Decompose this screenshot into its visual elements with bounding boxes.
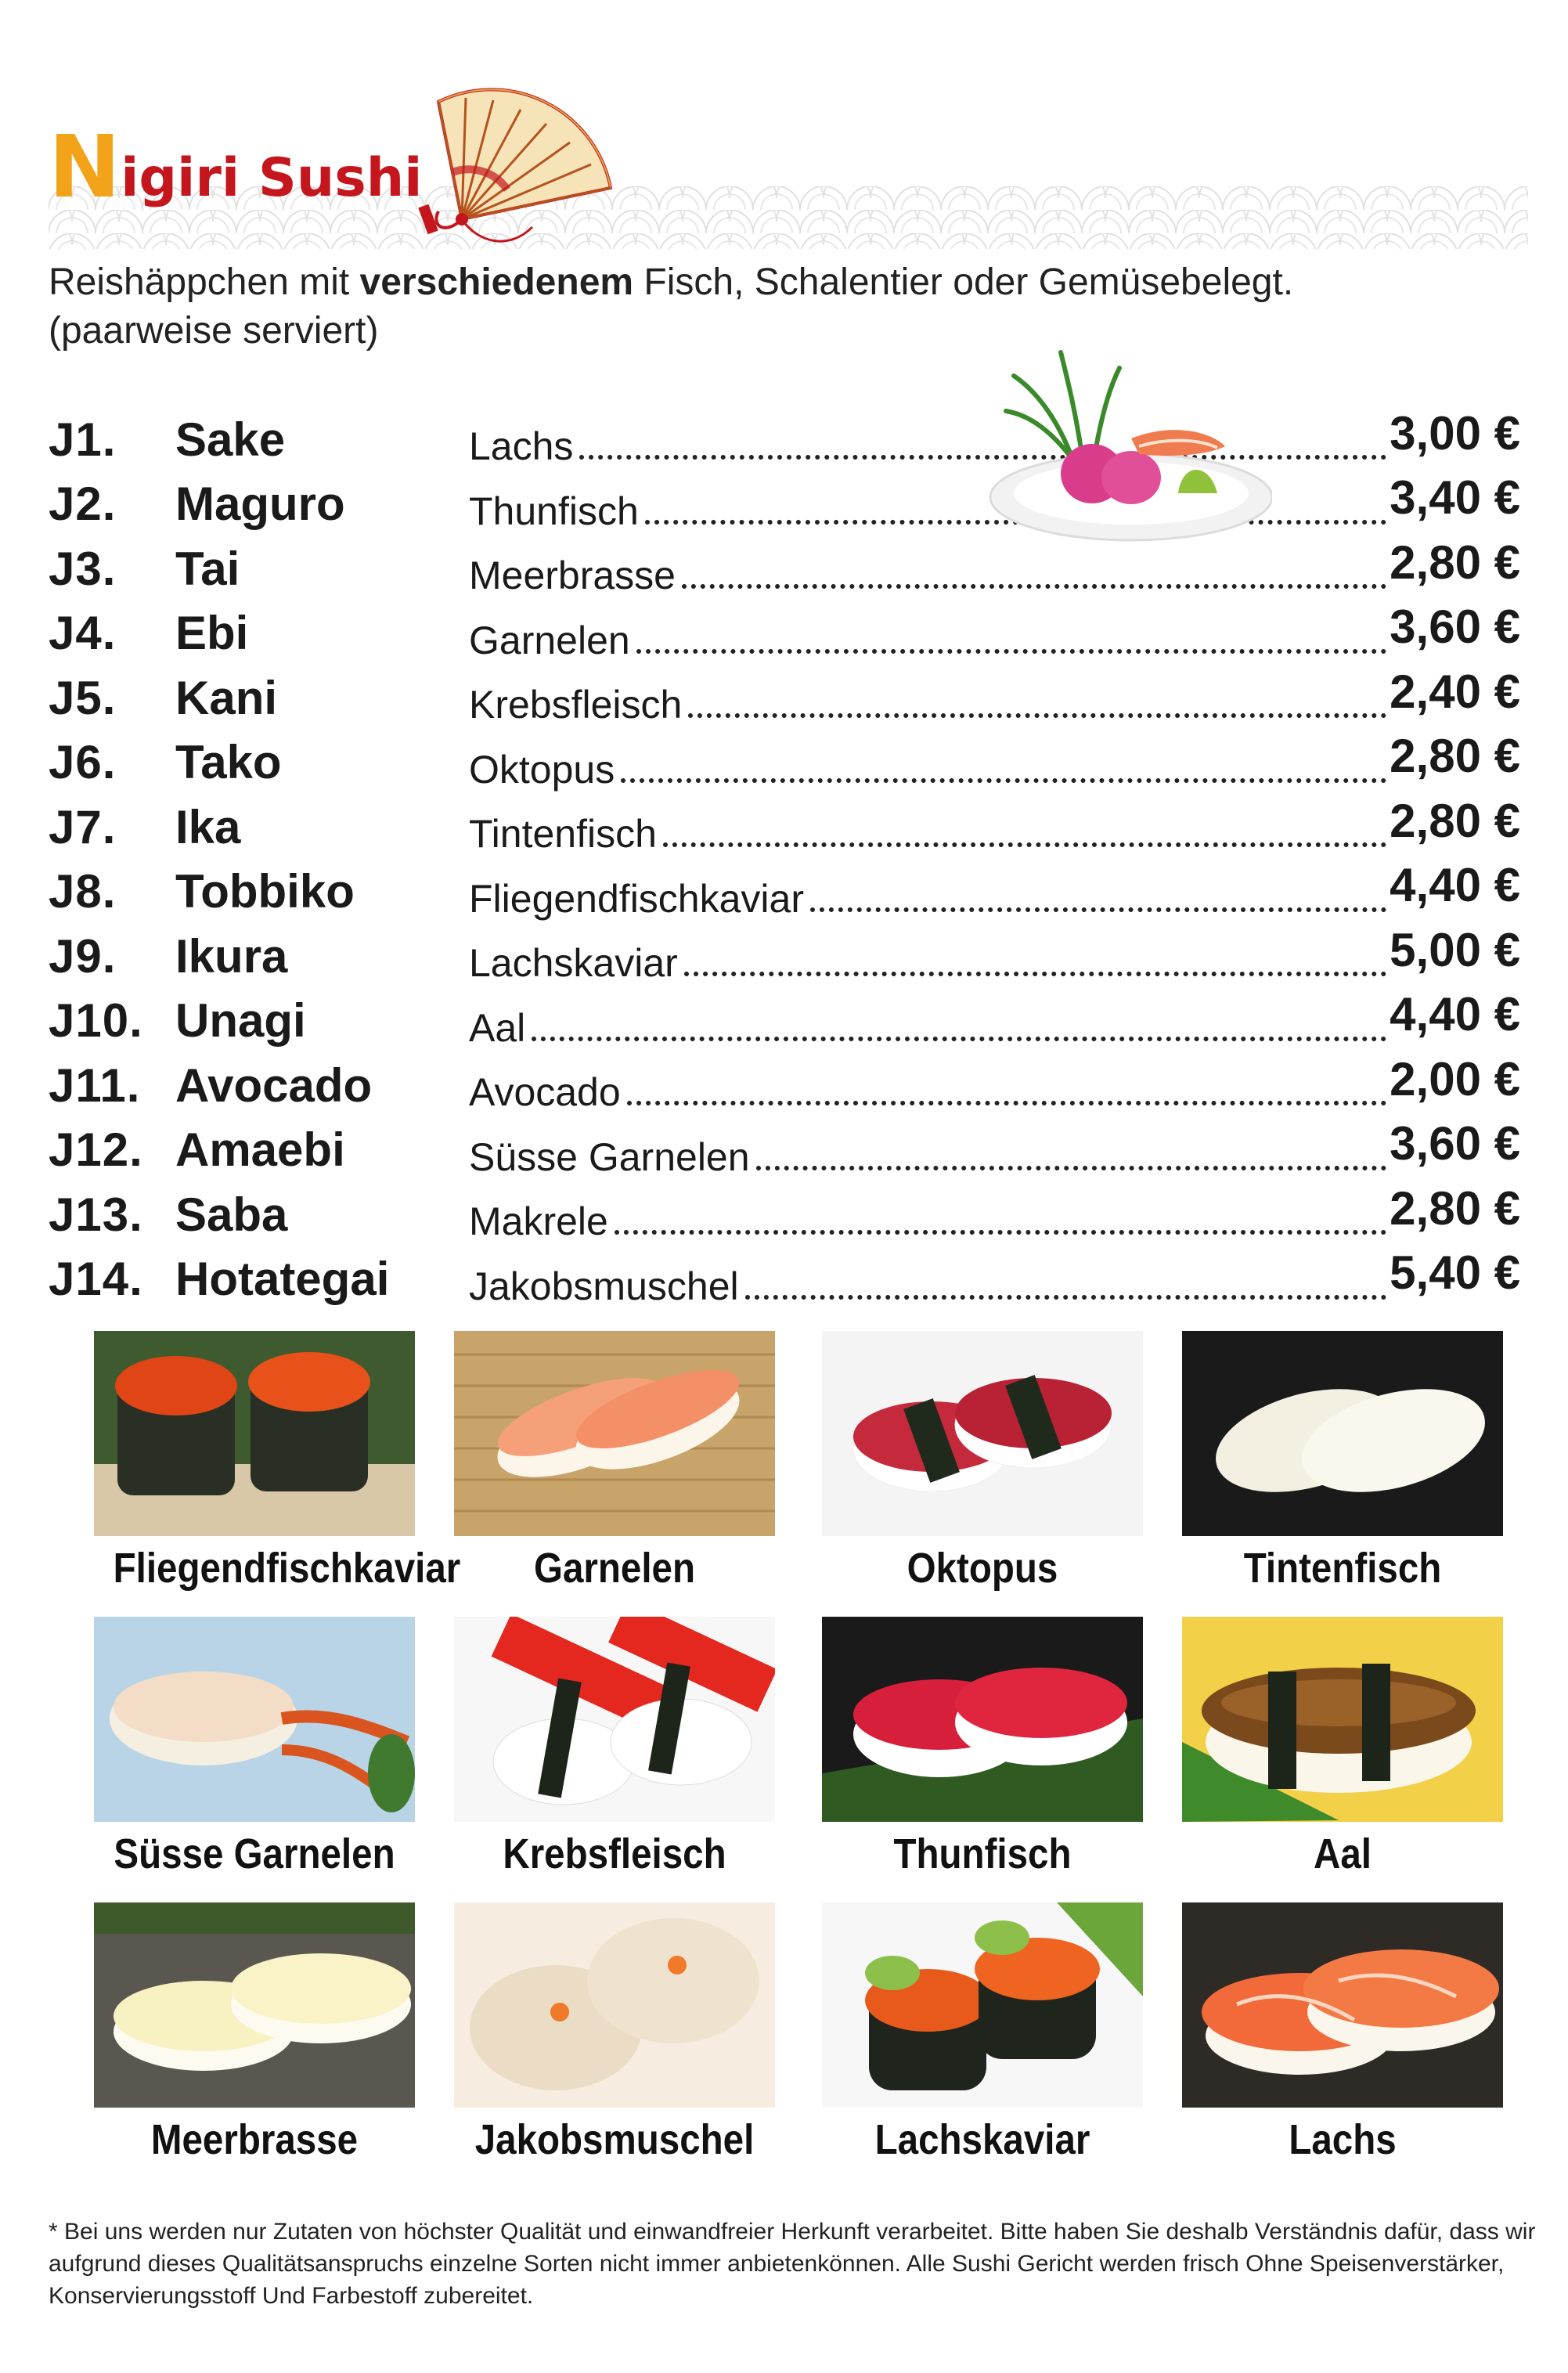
sea-bream-sushi-photo [94,1902,415,2108]
item-code: J2. [49,478,117,531]
dot-leader [615,1229,1386,1235]
item-name: Kani [175,671,278,724]
item-price: 3,60 € [1390,600,1520,654]
menu-item [49,407,1520,472]
title-initial: N [49,117,120,217]
gallery-tile [454,1331,775,1592]
item-description: Tintenfisch [469,812,657,857]
squid-sushi-photo [1182,1331,1503,1536]
item-name: Maguro [175,478,345,531]
dot-leader [621,777,1386,783]
dot-leader [688,712,1386,718]
item-description: Süsse Garnelen [469,1134,750,1179]
gallery-caption: Thunfisch [893,1830,1072,1877]
gallery-caption: Lachskaviar [874,2116,1090,2163]
gallery-caption: Lachs [1289,2116,1397,2163]
item-code: J10. [49,994,143,1048]
item-description: Aal [469,1005,526,1050]
dot-leader [663,842,1386,847]
item-description: Garnelen [469,618,630,662]
item-description: Makrele [469,1199,608,1244]
item-code: J14. [49,1253,143,1306]
menu-item [49,989,1520,1054]
item-code: J9. [49,929,117,983]
item-name: Tobbiko [175,865,355,918]
gallery-caption: Meerbrasse [150,2116,359,2163]
item-description: Lachskaviar [469,941,678,986]
dot-leader [756,1165,1387,1170]
gallery-tile [822,1331,1143,1592]
gallery-tile [1182,1617,1503,1878]
item-price: 3,60 € [1390,1117,1520,1170]
item-name: Avocado [175,1058,373,1112]
menu-item [49,924,1520,989]
item-name: Unagi [175,994,306,1048]
dot-leader [684,971,1386,976]
tuna-sushi-photo [822,1617,1143,1822]
item-price: 2,80 € [1390,1181,1520,1235]
dot-leader [532,1036,1386,1041]
item-description: Thunfisch [469,489,639,533]
sweet-shrimp-sushi-photo [94,1617,415,1822]
dot-leader [682,583,1386,589]
item-description: Oktopus [469,747,615,792]
item-name: Tai [175,542,240,595]
item-price: 3,40 € [1390,471,1520,525]
menu-item [49,1182,1520,1247]
gallery-caption: Tintenfisch [1243,1545,1442,1592]
menu-item [49,730,1520,795]
price-list [49,407,1520,1311]
menu-item [49,1247,1520,1312]
gallery-tile [822,1617,1143,1878]
quality-footnote: * Bei uns werden nur Zutaten von höchster Qualität und einwandfreier Herkunft verarbeitet. Bitte haben Sie deshalb Verständnis dafür, dass wir aufgrund dieses Qualitätsanspruchs einzelne Sorten nicht immer anbietenkönnen. Alle Sushi Gericht werden frisch Ohne Speisenverstärker, Konservierungsstoff Und Farbestoff zubereitet. [49,2219,1536,2309]
shrimp-sushi-photo [454,1331,775,1536]
menu-item [49,860,1520,925]
gallery-caption: Jakobsmuschel [474,2116,755,2163]
item-description: Lachs [469,424,574,469]
item-code: J8. [49,865,117,918]
item-price: 5,40 € [1390,1246,1520,1300]
item-code: J5. [49,671,117,724]
sashimi-plate-image [982,337,1272,548]
gallery-tile [94,1331,461,1592]
octopus-sushi-photo [822,1331,1143,1536]
gallery-tile [94,1617,415,1878]
crab-stick-sushi-photo [454,1617,775,1822]
item-price: 2,80 € [1390,794,1520,847]
item-description: Avocado [469,1070,621,1115]
item-price: 2,00 € [1390,1052,1520,1105]
item-price: 2,80 € [1390,730,1520,783]
item-name: Ikura [175,929,288,983]
page-title [49,92,423,217]
japanese-fan-icon [415,63,650,251]
gallery-caption: Fliegendfischkaviar [113,1545,461,1592]
item-description: Krebsfleisch [469,683,683,727]
dot-leader [810,907,1386,912]
menu-item [49,601,1520,666]
item-name: Ika [175,800,241,853]
gallery-caption: Aal [1314,1830,1372,1877]
menu-item [49,795,1520,860]
eel-sushi-photo [1182,1617,1503,1822]
gallery-tile [454,1617,775,1878]
tobiko-sushi-photo [94,1331,415,1536]
item-price: 2,80 € [1390,536,1520,589]
item-name: Amaebi [175,1123,345,1177]
gallery-caption: Krebsfleisch [503,1830,726,1877]
item-code: J12. [49,1123,143,1177]
item-name: Sake [175,413,286,466]
item-name: Hotategai [175,1253,390,1306]
gallery-tile [94,1902,415,2164]
menu-item [49,536,1520,601]
gallery-caption: Garnelen [533,1545,696,1592]
item-description: Jakobsmuschel [469,1264,739,1308]
item-name: Ebi [175,607,249,660]
item-code: J6. [49,736,117,789]
item-code: J3. [49,542,117,595]
item-price: 5,00 € [1390,923,1520,976]
item-code: J4. [49,607,117,660]
salmon-sushi-photo [1182,1902,1503,2108]
gallery-tile [1182,1902,1503,2164]
item-name: Tako [175,736,282,789]
gallery-tile [454,1902,775,2164]
gallery-tile [822,1902,1143,2164]
title-text: igiri Sushi [121,147,423,209]
item-code: J13. [49,1188,143,1241]
dot-leader [745,1294,1387,1300]
dot-leader [636,648,1386,654]
salmon-roe-sushi-photo [822,1902,1143,2108]
gallery-tile [1182,1331,1503,1592]
dot-leader [627,1100,1386,1105]
item-price: 4,40 € [1390,988,1520,1041]
gallery-caption: Süsse Garnelen [114,1830,395,1877]
subtitle-line-2: (paarweise serviert) [49,310,379,352]
item-price: 3,00 € [1390,406,1520,460]
item-name: Saba [175,1188,288,1241]
item-description: Fliegendfischkaviar [469,876,804,921]
menu-item [49,1053,1520,1118]
menu-item [49,1118,1520,1183]
subtitle-line-1: Reishäppchen mit verschiedenem Fisch, Schalentier oder Gemüsebelegt. [49,261,1294,303]
item-price: 2,40 € [1390,665,1520,718]
menu-item [49,665,1520,730]
item-code: J7. [49,800,117,853]
item-description: Meerbrasse [469,554,676,598]
item-code: J1. [49,413,117,466]
item-code: J11. [49,1058,141,1112]
gallery-caption: Oktopus [907,1545,1058,1592]
scallop-sushi-photo [454,1902,775,2108]
menu-item [49,472,1520,537]
item-price: 4,40 € [1390,859,1520,912]
